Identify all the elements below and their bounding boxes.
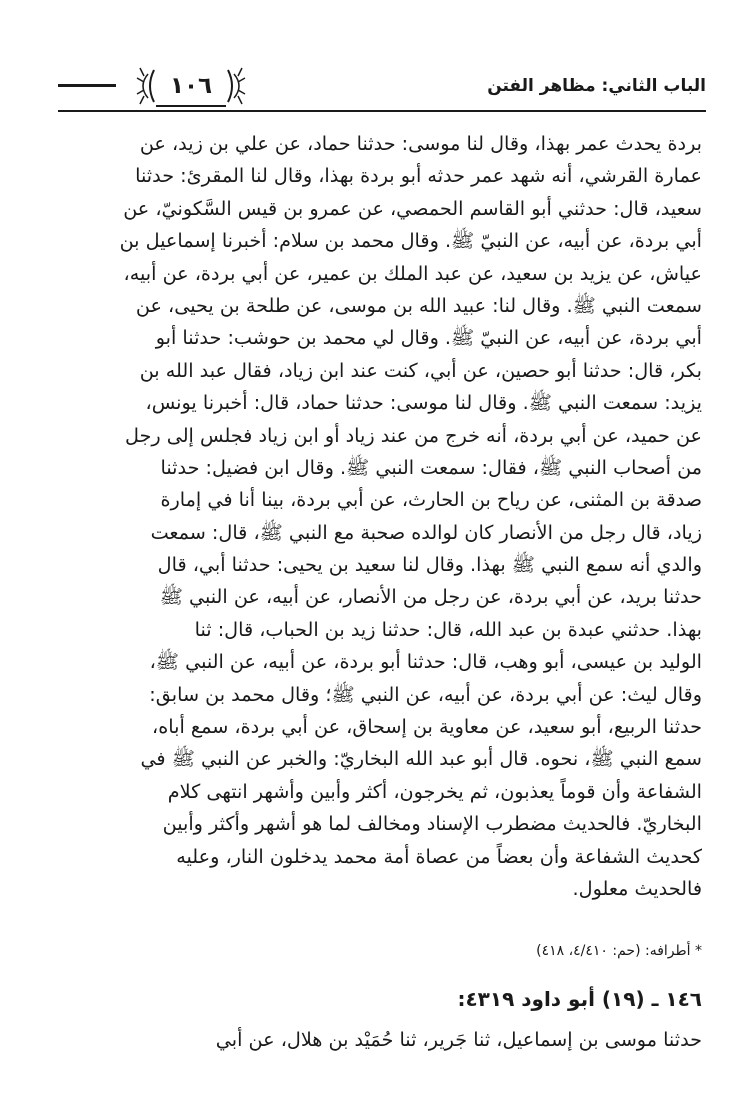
text-line: زياد، قال رجل من الأنصار كان لوالده صحبة مع النبي ﷺ، قال: سمعت [150, 520, 702, 544]
text-line: وقال ليث: عن أبي بردة، عن أبيه، عن النبي ﷺ؛ وقال محمد بن سابق: [149, 682, 702, 706]
text-line: بهذا. حدثني عبدة بن عبد الله، قال: حدثنا زيد بن الحباب، قال: ثنا [194, 617, 702, 641]
text-line: بردة يحدث عمر بهذا، وقال لنا موسى: حدثنا حماد، عن علي بن زيد، عن [139, 132, 702, 155]
text-line: عمارة القرشي، أنه شهد عمر حدثه أبو بردة بهذا، وقال لنا المقرئ: حدثنا [135, 164, 702, 188]
text-line: سعيد، قال: حدثني أبو القاسم الحمصي، عن عمرو بن قيس السَّكونيّ، عن [123, 196, 702, 220]
text-line: سمع النبي ﷺ، نحوه. قال أبو عبد الله البخاريّ: والخبر عن النبي ﷺ في [140, 747, 702, 771]
chapter-title: الباب الثاني: مظاهر الفتن [487, 76, 706, 96]
page-header [58, 58, 706, 120]
text-line: كحديث الشفاعة وأن بعضاً من عصاة أمة محمد يدخلون النار، وعليه [176, 844, 702, 868]
text-line: أبي بردة، عن أبيه، عن النبيّ ﷺ. وقال لي محمد بن حوشب: حدثنا أبو [155, 326, 702, 350]
hadith-heading: ١٤٦ ـ (١٩) أبو داود ٤٣١٩: [457, 987, 702, 1011]
header-dash [58, 84, 116, 87]
text-line: الشفاعة وأن قوماً يعذبون، ثم يخرجون، أكثر وأبين وأشهر انتهى كلام [167, 779, 702, 803]
text-line: والدي أنه سمع النبي ﷺ بهذا. وقال لنا سعيد بن يحيى: حدثنا أبي، قال [157, 553, 702, 577]
text-line: حدثنا بريد، عن أبي بردة، عن رجل من الأنصار، عن أبيه، عن النبي ﷺ [159, 585, 702, 609]
text-line: البخاريّ. فالحديث مضطرب الإسناد ومخالف لما هو أشهر وأكثر وأبين [162, 812, 702, 836]
text-line: فالحديث معلول. [572, 876, 702, 900]
footnote-atraf: * أطرافه: (حم: ٤/٤١٠، ٤١٨) [536, 943, 702, 959]
text-line: من أصحاب النبي ﷺ، فقال: سمعت النبي ﷺ. وقال ابن فضيل: حدثنا [160, 455, 702, 479]
page-number: ١٠٦ [169, 73, 213, 99]
text-line: صدقة بن المثنى، عن رياح بن الحارث، عن أبي بردة، بينا أنا في إمارة [160, 488, 702, 512]
text-line: عياش، عن يزيد بن سعيد، عن عبد الملك بن عمير، عن أبي بردة، عن أبيه، [123, 261, 702, 285]
text-line: عن حميد، عن أبي بردة، أنه خرج من عند زياد أو ابن زياد فجلس إلى رجل [124, 423, 702, 447]
text-line: الوليد بن عيسى، أبو وهب، قال: حدثنا أبو بردة، عن أبيه، عن النبي ﷺ، [149, 650, 702, 674]
hadith-text-line: حدثنا موسى بن إسماعيل، ثنا جَرير، ثنا حُمَيْد بن هلال، عن أبي [215, 1028, 702, 1051]
text-line: بكر، قال: حدثنا أبو حصين، عن أبي، كنت عند ابن زياد، فقال عبد الله بن [139, 358, 702, 382]
text-line: أبي بردة، عن أبيه، عن النبيّ ﷺ. وقال محمد بن سلام: أخبرنا إسماعيل بن [119, 229, 702, 253]
header-rule [58, 110, 706, 112]
text-line: يزيد: سمعت النبي ﷺ. وقال لنا موسى: حدثنا حماد، قال: أخبرنا يونس، [145, 391, 702, 415]
page-number-ornament [132, 62, 250, 110]
body-text [62, 128, 702, 905]
text-line: حدثنا الربيع، أبو سعيد، عن معاوية بن إسحاق، عن أبي بردة، سمع أباه، [152, 715, 702, 739]
text-line: سمعت النبي ﷺ. وقال لنا: عبيد الله بن موسى، عن طلحة بن يحيى، عن [135, 293, 702, 317]
